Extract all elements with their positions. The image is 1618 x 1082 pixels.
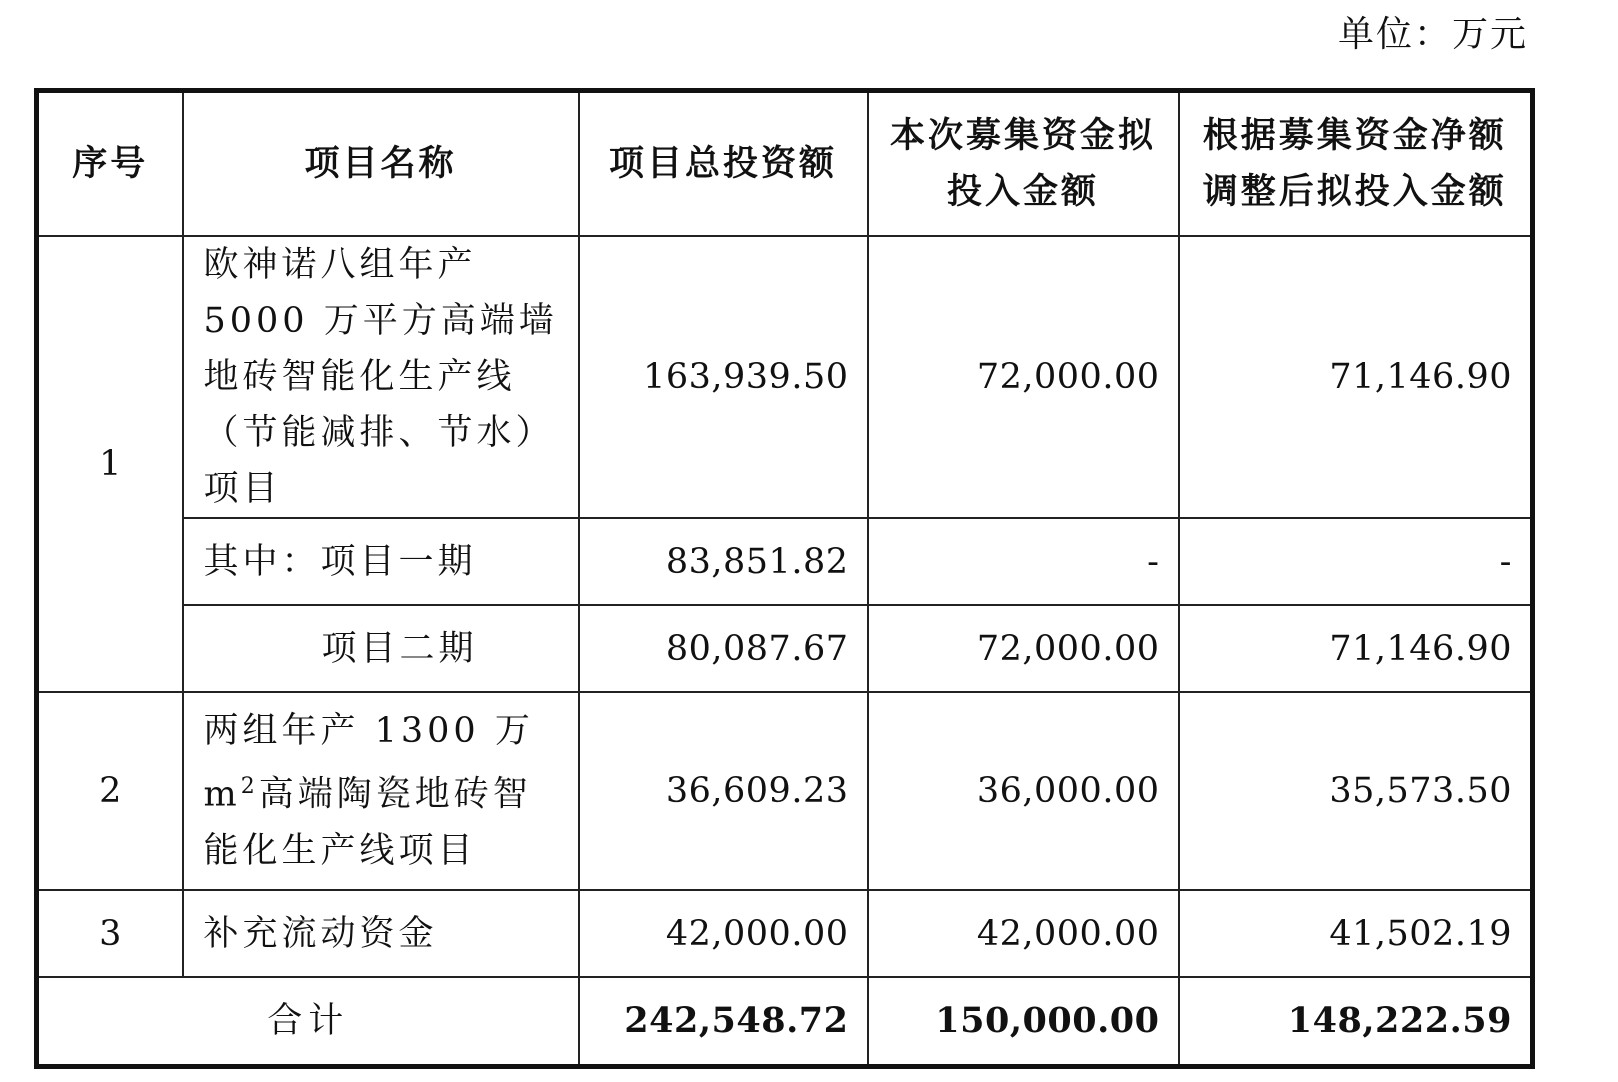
header-raised-planned: 本次募集资金拟投入金额 (868, 91, 1179, 237)
fundraising-table (34, 88, 1535, 1069)
row-adjusted-planned: 41,502.19 (1179, 890, 1533, 977)
row-total-investment: 36,609.23 (579, 692, 868, 890)
row-name (183, 692, 579, 890)
table-row (37, 692, 1533, 890)
header-name: 项目名称 (183, 91, 579, 237)
table-row (37, 890, 1533, 977)
total-adjusted-planned: 148,222.59 (1179, 977, 1533, 1067)
unit-label: 单位：万元 (1337, 14, 1528, 55)
header-adjusted-planned: 根据募集资金净额调整后拟投入金额 (1179, 91, 1533, 237)
row-name: 补充流动资金 (183, 890, 579, 977)
row-raised-planned: 42,000.00 (868, 890, 1179, 977)
table-row (37, 605, 1533, 692)
row-total-investment: 83,851.82 (579, 518, 868, 605)
table-header-row (37, 91, 1533, 237)
row-index: 3 (37, 890, 183, 977)
table-row (37, 518, 1533, 605)
row-name-text: 两组年产 1300 万 m (203, 711, 534, 815)
table-total-row (37, 977, 1533, 1067)
header-total-investment: 项目总投资额 (579, 91, 868, 237)
row-raised-planned: - (868, 518, 1179, 605)
total-label: 合计 (37, 977, 579, 1067)
row-name: 其中：项目一期 (183, 518, 579, 605)
row-raised-planned: 72,000.00 (868, 605, 1179, 692)
row-adjusted-planned: 71,146.90 (1179, 605, 1533, 692)
row-adjusted-planned: - (1179, 518, 1533, 605)
row-adjusted-planned: 71,146.90 (1179, 236, 1533, 518)
table-row (37, 236, 1533, 518)
total-investment: 242,548.72 (579, 977, 868, 1067)
row-name: 项目二期 (183, 605, 579, 692)
row-raised-planned: 72,000.00 (868, 236, 1179, 518)
row-name: 欧神诺八组年产 5000 万平方高端墙地砖智能化生产线（节能减排、节水）项目 (183, 236, 579, 518)
row-raised-planned: 36,000.00 (868, 692, 1179, 890)
total-raised-planned: 150,000.00 (868, 977, 1179, 1067)
row-name-text-rest: 高端陶瓷地砖智能化生产线项目 (203, 774, 532, 871)
header-index: 序号 (37, 91, 183, 237)
row-total-investment: 163,939.50 (579, 236, 868, 518)
row-total-investment: 42,000.00 (579, 890, 868, 977)
row-adjusted-planned: 35,573.50 (1179, 692, 1533, 890)
row-total-investment: 80,087.67 (579, 605, 868, 692)
row-index: 1 (37, 236, 183, 692)
superscript: 2 (240, 774, 259, 800)
row-index: 2 (37, 692, 183, 890)
